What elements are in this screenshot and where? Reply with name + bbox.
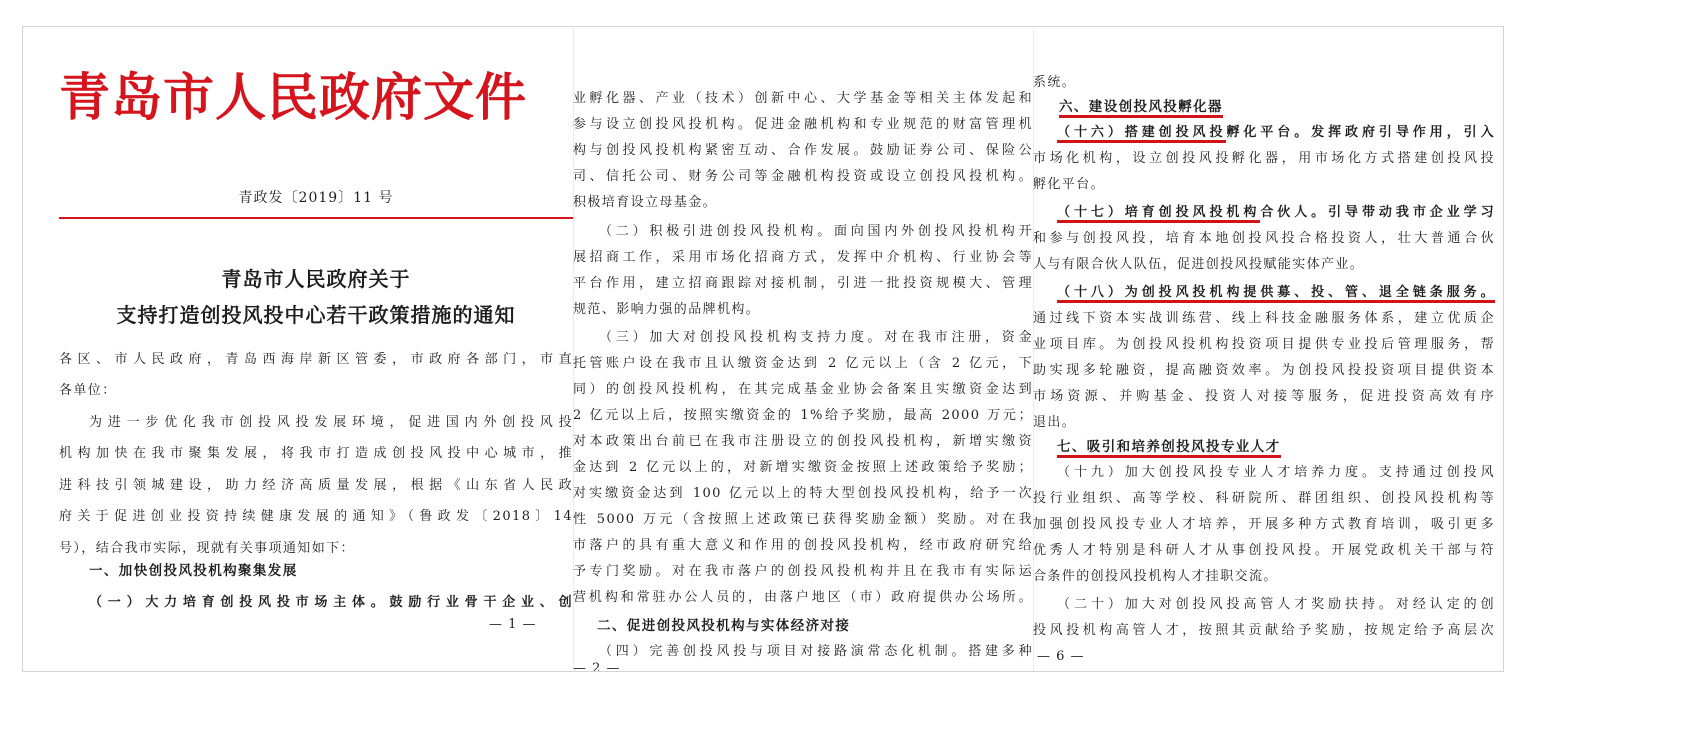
paragraph-line: 和参与创投风投，培育本地创投风投合格投资人，壮大普通合伙 — [1033, 231, 1495, 246]
paragraph-line — [1057, 285, 1495, 301]
page-2 — [573, 27, 1033, 671]
paragraph-line: 积极培育设立母基金。 — [573, 195, 718, 210]
paragraph-line: 司、信托公司、财务公司等金融机构投资或设立创投风投机构。 — [573, 169, 1033, 184]
page-number-2: — 2 — — [573, 661, 621, 671]
section-heading-7 — [1057, 439, 1281, 455]
paragraph-line: 性 5000 万元（含按照上述政策已获得奖励金额）奖励。对在我 — [573, 512, 1033, 527]
paragraph-line: 2 亿元以上后，按照实缴资金的 1%给予奖励，最高 2000 万元； — [573, 408, 1033, 423]
paragraph-line: 合条件的创投风投机构人才挂职交流。 — [1033, 569, 1278, 584]
document-number: 青政发〔2019〕11 号 — [238, 190, 394, 206]
paragraph-line: （二）积极引进创投风投机构。面向国内外创投风投机构开 — [599, 224, 1033, 239]
paragraph-line: 金达到 2 亿元以上的，对新增实缴资金按照上述政策给予奖励； — [573, 460, 1033, 475]
paragraph-line: 孵化平台。 — [1033, 177, 1106, 192]
paragraph-line: 机构加快在我市聚集发展，将我市打造成创投风投中心城市，推 — [59, 446, 573, 461]
underlined-heading: 七、吸引和培养创投风投专业人才 — [1057, 439, 1281, 458]
underlined-phrase: （十六）搭建创投风投 — [1057, 125, 1226, 143]
paragraph-line: 为进一步优化我市创投风投发展环境，促进国内外创投风投 — [89, 415, 573, 430]
paragraph-line: 市场资源、并购基金、投资人对接等服务，促进投资高效有序 — [1033, 389, 1495, 404]
page-1 — [59, 27, 573, 671]
paragraph-line: 市场化机构，设立创投风投孵化器，用市场化方式搭建创投风投 — [1033, 151, 1495, 166]
document-header-title: 青岛市人民政府文件 — [59, 68, 528, 128]
paragraph-line: （一）大力培育创投风投市场主体。鼓励行业骨干企业、创 — [89, 595, 573, 610]
paragraph-line: 通过线下资本实战训练营、线上科技金融服务体系，建立优质企 — [1033, 311, 1495, 326]
paragraph-line: 展招商工作，采用市场化招商方式，发挥中介机构、行业协会等 — [573, 250, 1033, 265]
paragraph-line: 各区、市人民政府，青岛西海岸新区管委，市政府各部门，市直 — [59, 352, 573, 367]
section-heading-6 — [1059, 99, 1223, 115]
page-number-1: — 1 — — [489, 617, 537, 632]
paragraph-line: 托管账户设在我市且认缴资金达到 2 亿元以上（含 2 亿元，下 — [573, 356, 1033, 371]
paragraph-line: 系统。 — [1033, 75, 1077, 90]
paragraph-line: 优秀人才特别是科研人才从事创投风投。开展党政机关干部与符 — [1033, 543, 1495, 558]
document-frame — [22, 26, 1504, 672]
underlined-heading: 六、建设创投风投孵化器 — [1059, 99, 1223, 118]
paragraph-line: （二十）加大对创投风投高管人才奖励扶持。对经认定的创 — [1057, 597, 1495, 612]
notice-title-line-1: 青岛市人民政府关于 — [221, 267, 411, 291]
underlined-phrase: （十七）培育创投风投机构 — [1057, 205, 1260, 223]
paragraph-line: （十七）培育创投风投机构合伙人。引导带动我市企业学习 — [1057, 205, 1495, 221]
paragraph-line: 平台作用，建立招商跟踪对接机制，引进一批投资规模大、管理 — [573, 276, 1033, 291]
paragraph-line: 号），结合我市实际，现就有关事项通知如下： — [59, 541, 355, 556]
paragraph-line: 市落户的具有重大意义和作用的创投风投机构，经市政府研究给 — [573, 538, 1033, 553]
page-number-6: — 6 — — [1037, 649, 1085, 664]
section-heading-2: 二、促进创投风投机构与实体经济对接 — [597, 618, 851, 634]
paragraph-line: 同）的创投风投机构，在其完成基金业协会备案且实缴资金达到 — [573, 382, 1033, 397]
paragraph-line: 对本政策出台前已在我市注册设立的创投风投机构，新增实缴资 — [573, 434, 1033, 449]
paragraph-line: 投行业组织、高等学校、科研院所、群团组织、创投风投机构等 — [1033, 491, 1495, 506]
page-3 — [1033, 27, 1495, 671]
underlined-phrase: （十八）为创投风投机构提供募、投、管、退全链条服务。 — [1057, 285, 1495, 303]
paragraph-line: （三）加大对创投风投机构支持力度。对在我市注册，资金 — [599, 330, 1033, 345]
paragraph-line: 予专门奖励。对在我市落户的创投风投机构并且在我市有实际运 — [573, 564, 1033, 579]
paragraph-line: 营机构和常驻办公人员的，由落户地区（市）政府提供办公场所。 — [573, 590, 1033, 605]
paragraph-line: 助实现多轮融资，提高融资效率。为创投风投投资项目提供资本 — [1033, 363, 1495, 378]
paragraph-line: 业项目库。为创投风投机构投资项目提供专业投后管理服务，帮 — [1033, 337, 1495, 352]
paragraph-line: 参与设立创投风投机构。促进金融机构和专业规范的财富管理机 — [573, 117, 1033, 132]
paragraph-line: 规范、影响力强的品牌机构。 — [573, 302, 761, 317]
paragraph-line: 对实缴资金达到 100 亿元以上的特大型创投风投机构，给予一次 — [573, 486, 1033, 501]
red-divider — [59, 217, 573, 219]
paragraph-line: （十六）搭建创投风投孵化平台。发挥政府引导作用，引入 — [1057, 125, 1495, 141]
paragraph-line: 进科技引领城建设，助力经济高质量发展，根据《山东省人民政 — [59, 478, 573, 493]
paragraph-line: （十九）加大创投风投专业人才培养力度。支持通过创投风 — [1057, 465, 1495, 480]
notice-title-line-2: 支持打造创投风投中心若干政策措施的通知 — [116, 303, 516, 327]
section-heading-1: 一、加快创投风投机构聚集发展 — [89, 563, 298, 579]
paragraph-line: 加强创投风投专业人才培养，开展多种方式教育培训，吸引更多 — [1033, 517, 1495, 532]
paragraph-line: 退出。 — [1033, 415, 1077, 430]
paragraph-line: 府关于促进创业投资持续健康发展的通知》（鲁政发〔2018〕14 — [59, 509, 573, 524]
paragraph-line: 各单位： — [59, 383, 117, 398]
paragraph-line: 人与有限合伙人队伍，促进创投风投赋能实体产业。 — [1033, 257, 1365, 272]
paragraph-line: 业孵化器、产业（技术）创新中心、大学基金等相关主体发起和 — [573, 91, 1033, 106]
paragraph-line: 投风投机构高管人才，按照其贡献给予奖励，按规定给予高层次 — [1033, 623, 1495, 638]
paragraph-line: 构与创投风投机构紧密互动、合作发展。鼓励证券公司、保险公 — [573, 143, 1033, 158]
paragraph-line: （四）完善创投风投与项目对接路演常态化机制。搭建多种 — [599, 644, 1033, 659]
